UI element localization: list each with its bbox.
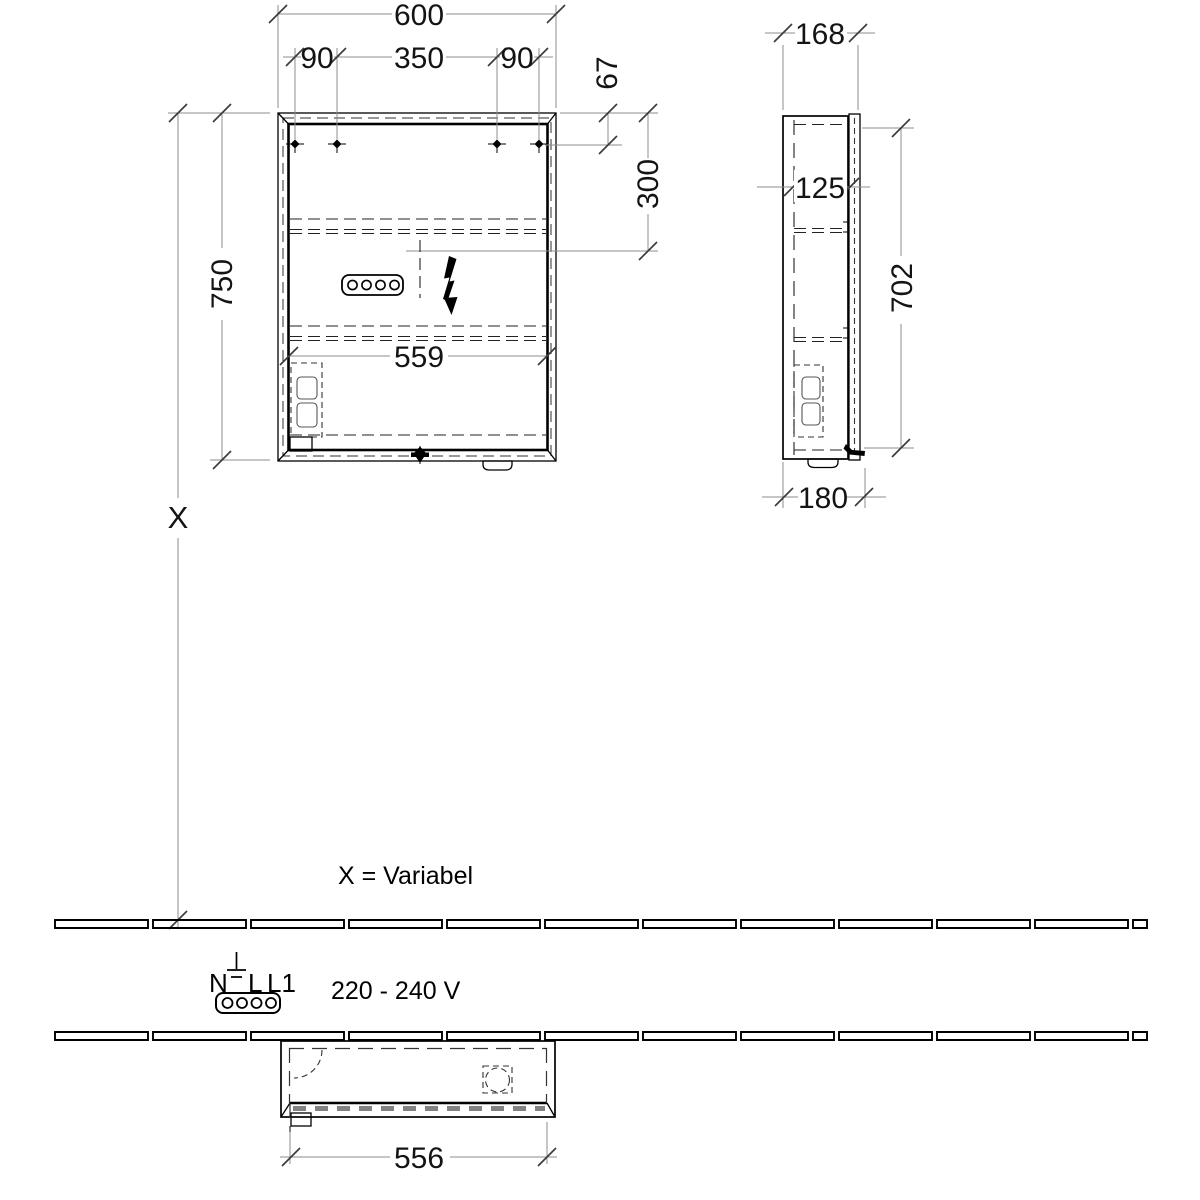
electrical-compartment bbox=[290, 363, 322, 451]
dim-x-variable: X bbox=[167, 500, 189, 535]
dim-screw-left: 90 bbox=[300, 42, 334, 75]
lightning-bolt-icon bbox=[443, 256, 458, 315]
bottom-dimensions bbox=[280, 1103, 557, 1175]
front-door-edge bbox=[289, 124, 548, 450]
dim-outlet-drop: 300 bbox=[632, 158, 665, 210]
dim-side-depth: 168 bbox=[794, 18, 846, 51]
bottom-view bbox=[281, 1041, 555, 1126]
side-dimensions bbox=[757, 18, 919, 515]
dim-inner-depth: 125 bbox=[794, 172, 846, 205]
front-view bbox=[278, 113, 556, 470]
note-x-variabel: X = Variabel bbox=[338, 862, 474, 890]
socket-cutout-icon bbox=[483, 1066, 512, 1093]
terminal-l-label: L bbox=[248, 968, 263, 998]
dim-inner-width: 559 bbox=[393, 341, 445, 374]
handle-grip bbox=[483, 461, 512, 470]
dim-total-depth: 180 bbox=[797, 482, 849, 515]
front-mitre-corners bbox=[278, 113, 556, 461]
wall-line-upper bbox=[55, 920, 1147, 928]
side-body bbox=[783, 116, 848, 459]
power-legend bbox=[209, 952, 461, 1013]
earth-ground-icon bbox=[227, 952, 246, 977]
dim-door-height: 702 bbox=[886, 262, 919, 314]
connector-4pin-icon bbox=[342, 275, 403, 295]
front-dimensions bbox=[168, 0, 665, 929]
dim-screw-right: 90 bbox=[500, 42, 534, 75]
front-frame-dashed-edge bbox=[283, 118, 551, 456]
voltage-label: 220 - 240 V bbox=[331, 977, 461, 1005]
side-electrical-compartment bbox=[794, 365, 823, 437]
dim-screw-span: 350 bbox=[393, 42, 445, 75]
door-swing-arc bbox=[294, 1050, 322, 1078]
handle-grip bbox=[808, 459, 838, 468]
dim-bottom-width: 556 bbox=[393, 1142, 445, 1175]
front-outer-frame bbox=[278, 113, 556, 461]
dim-front-height: 750 bbox=[206, 258, 239, 310]
terminal-n-label: N bbox=[209, 968, 228, 998]
dim-front-width: 600 bbox=[393, 0, 445, 32]
terminal-l1-label: L1 bbox=[267, 968, 296, 998]
dim-screw-top-offset: 67 bbox=[591, 56, 624, 90]
wall-line-lower bbox=[55, 1032, 1147, 1040]
hinge-block bbox=[291, 1113, 311, 1126]
side-view bbox=[783, 114, 865, 468]
screw-markers bbox=[286, 135, 548, 153]
